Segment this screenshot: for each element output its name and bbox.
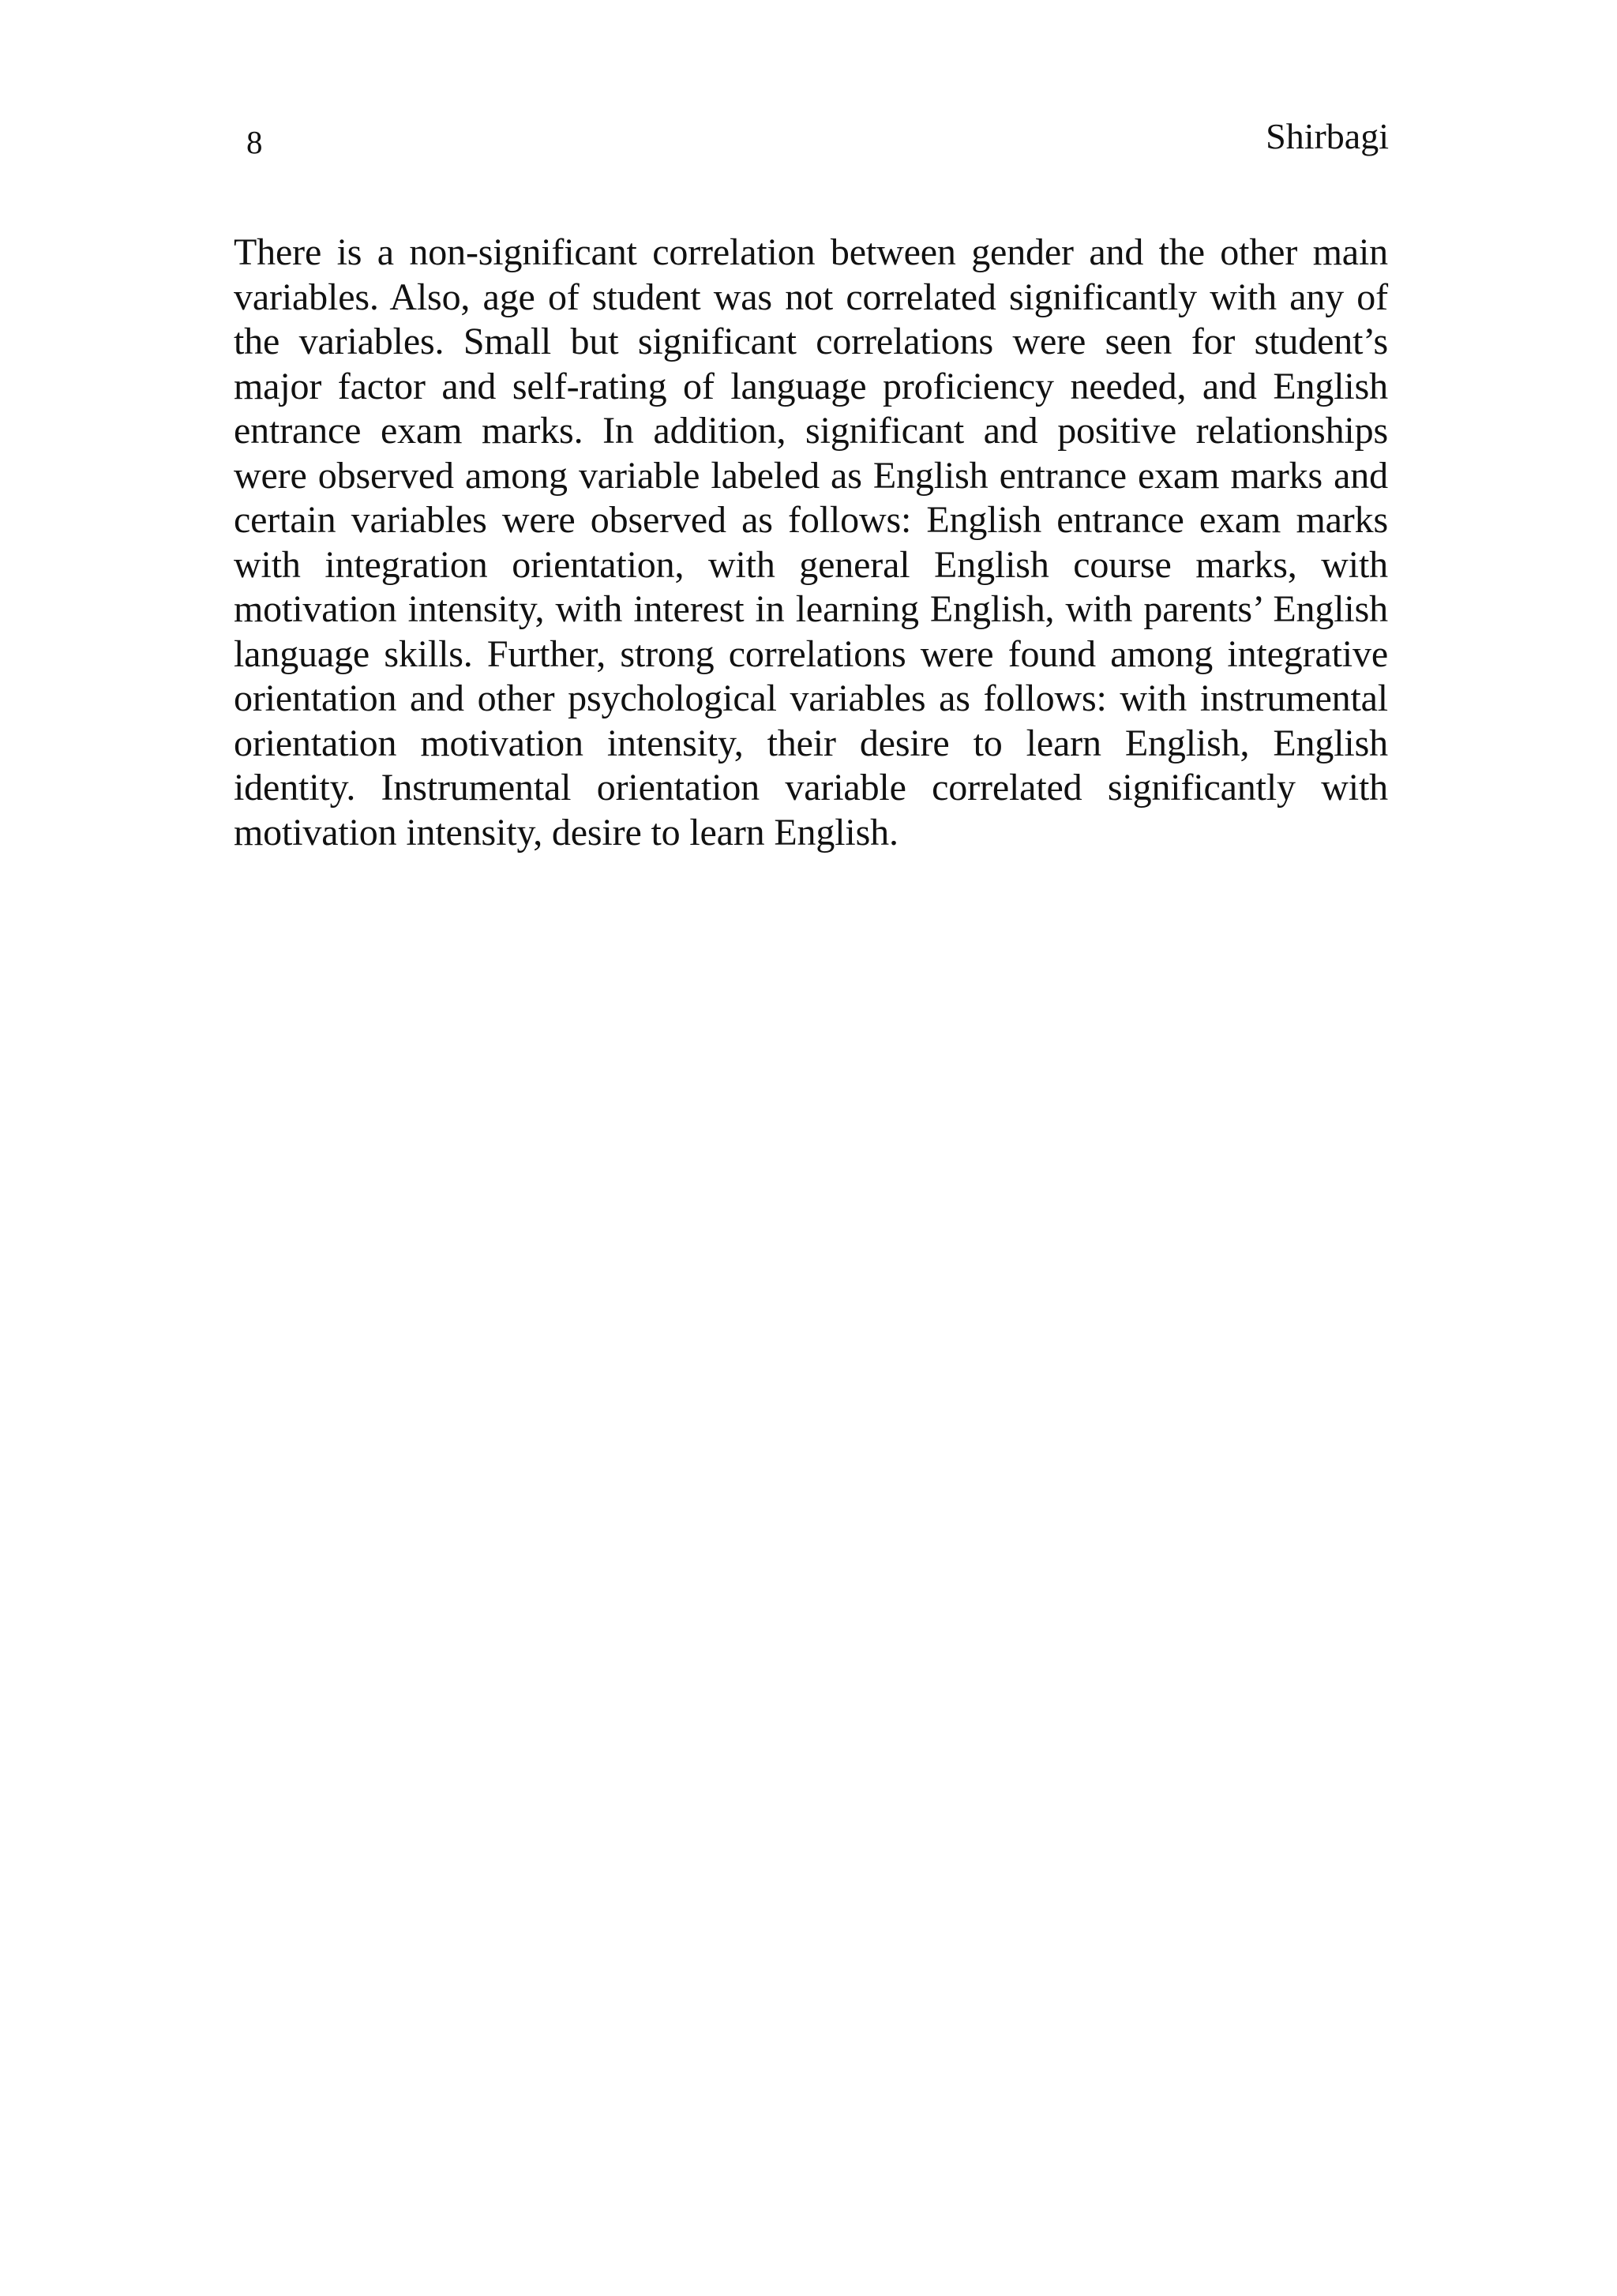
page-number: 8: [246, 124, 263, 160]
running-head-author: Shirbagi: [1266, 116, 1389, 156]
body-paragraph: There is a non-significant correlation between gender and the other main variables. Also, age of student was not correlated significantly with any of the variables. Small but significant correlations were seen for student’s major factor and self-rating of language proficiency needed, and English entrance exam marks. In addition, significant and positive relationships were observed among variable labeled as English entrance exam marks and certain variables were observed as follows: English entrance exam marks with integration orientation, with general English course marks, with motivation intensity, with interest in learning English, with parents’ English language skills. Further, strong correlations were found among integrative orientation and other psychological variables as follows: with instrumental orientation motivation intensity, their desire to learn English, English identity. Instrumental orientation variable correlated significantly with motivation intensity, desire to learn English.: [234, 231, 1388, 853]
